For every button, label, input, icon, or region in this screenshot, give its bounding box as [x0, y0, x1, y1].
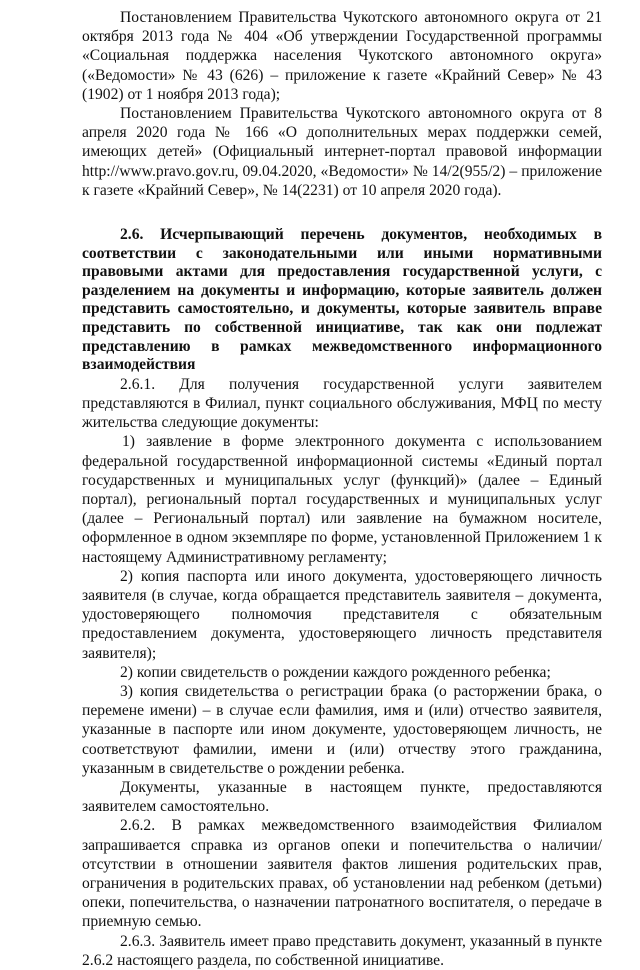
- paragraph-2-6-3: 2.6.3. Заявитель имеет право представить документ, указанный в пункте 2.6.2 настоящего раздела, по собственной инициативе.: [82, 932, 602, 969]
- document-page: [82, 0, 602, 970]
- section-heading-2-6: 2.6. Исчерпывающий перечень документов, необходимых в соответствии с законодательными или иными нормативными правовыми актами для предоставления государственной услуги, с разделением на документы и информацию, которые заявитель должен представить самостоятельно, и документы, которые заявитель вправе представить по собственной инициативе, так как они подлежат представлению в рамках межведомственного информационного взаимодействия: [82, 226, 602, 374]
- paragraph-docs-note: Документы, указанные в настоящем пункте, предоставляются заявителем самостоятельно.: [82, 779, 602, 816]
- list-item-2: 2) копия паспорта или иного документа, удостоверяющего личность заявителя (в случае, когда обращается представитель заявителя – документа, удостоверяющего полномочия представителя с обязательным предоставлением документа, удостоверяющего личность представителя заявителя);: [82, 567, 602, 662]
- list-item-2b: 2) копии свидетельств о рождении каждого рожденного ребенка;: [120, 663, 551, 681]
- list-item-3: 3) копия свидетельства о регистрации брака (о расторжении брака, о перемене имени) – в случае если фамилия, имя и (или) отчество заявителя, указанные в паспорте или ином документе, удостоверяющем личность, не соответствуют фамилии, имени и (или) отчеству этого гражданина, указанным в свидетельстве о рождении ребенка.: [82, 683, 602, 777]
- paragraph-2-6-2: 2.6.2. В рамках межведомственного взаимодействия Филиалом запрашивается справка из органов опеки и попечительства о наличии/отсутствии в отношении заявителя фактов лишения родительских прав, ограничения в родительских правах, об установлении над ребенком (детьми) опеки, попечительства, о назначении патронатного воспитателя, о передаче в приемную семью.: [82, 817, 602, 931]
- paragraph-resolution-404: Постановлением Правительства Чукотского автономного округа от 21 октября 2013 года № 404 «Об утверждении Государственной программы «Социальная поддержка населения Чукотского автономного округа» («Ведомости» № 43 (626) – приложение к газете «Крайний Север» № 43 (1902) от 1 ноября 2013 года);: [82, 9, 602, 103]
- section-heading-wrap: [82, 226, 602, 375]
- list-item-1: 1) заявление в форме электронного документа с использованием федеральной государственной информационной системы «Единый портал государственных и муниципальных услуг (функций)» (далее – Единый портал), региональный портал государственных и муниципальных услуг (далее – Региональный портал) или заявление на бумажном носителе, оформленное в одном экземпляре по форме, установленной Приложением 1 к настоящему Административному регламенту;: [82, 433, 602, 566]
- paragraph-2-6-1: 2.6.1. Для получения государственной услуги заявителем представляются в Филиал, пункт социального обслуживания, МФЦ по месту жительства следующие документы:: [82, 375, 602, 432]
- paragraph-resolution-166: Постановлением Правительства Чукотского автономного округа от 8 апреля 2020 года № 166 «О дополнительных мерах поддержки семей, имеющих детей» (Официальный интернет-портал правовой информации http://www.pravo.gov.ru, 09.04.2020, «Ведомости» № 14/2(955/2) – приложение к газете «Крайний Север», № 14(2231) от 10 апреля 2020 года).: [82, 105, 602, 199]
